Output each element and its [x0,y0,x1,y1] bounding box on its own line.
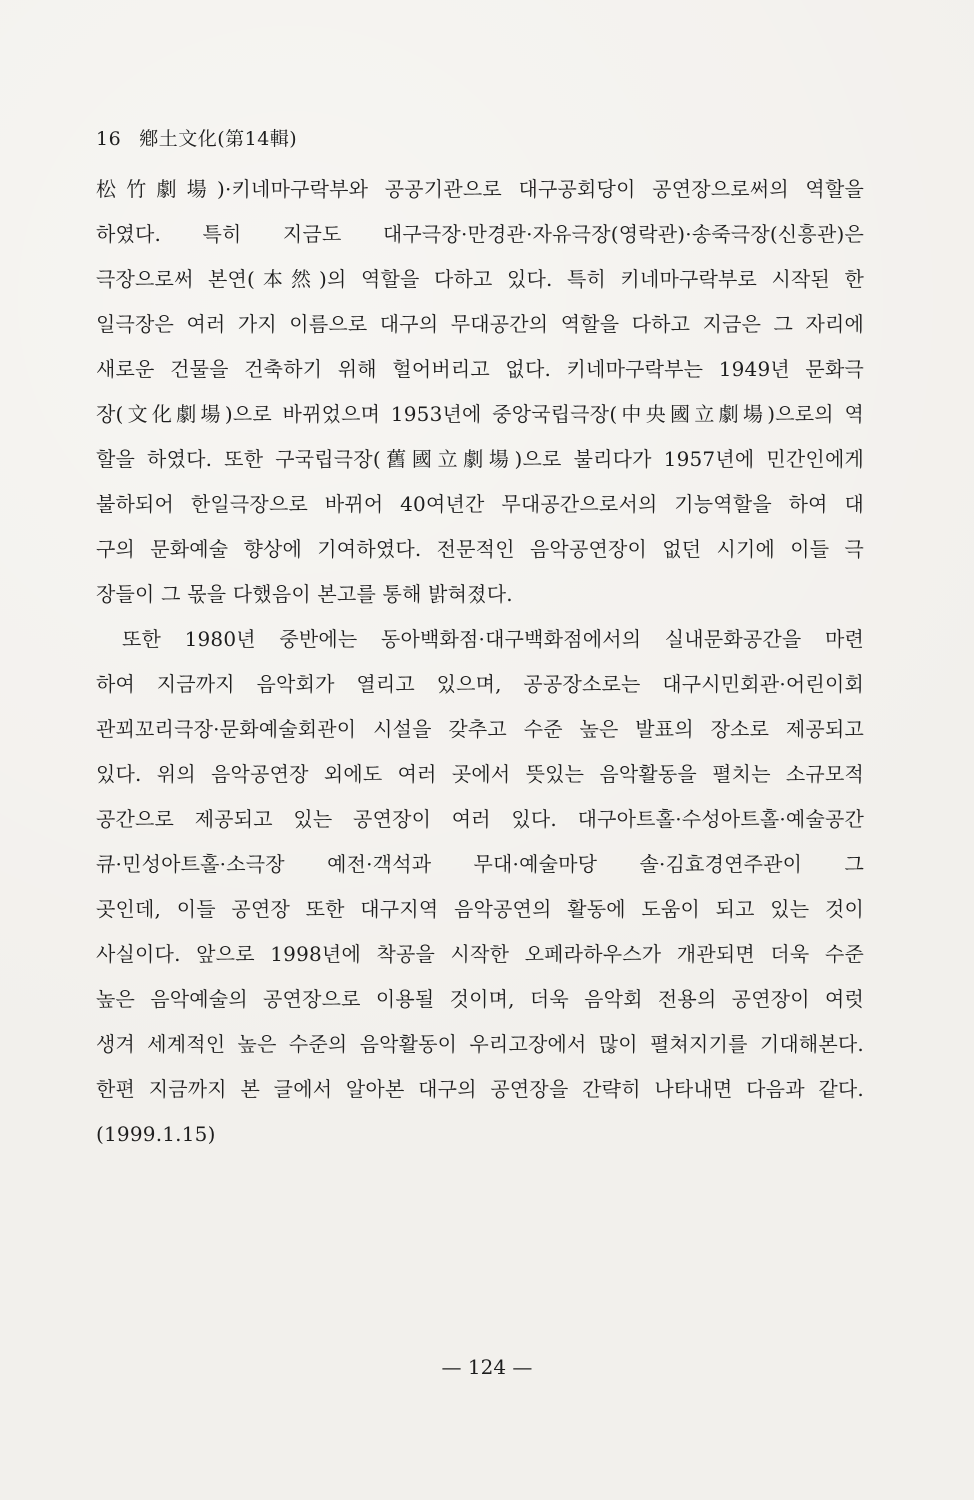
text-line: 큐·민성아트홀·소극장 예전·객석과 무대·예술마당 솔·김효경연주관이 그 [96,852,864,876]
text-line: 높은 음악예술의 공연장으로 이용될 것이며, 더욱 음악회 전용의 공연장이 여럿 [96,987,864,1011]
page-number: — 124 — [441,1355,533,1379]
text-line: 사실이다. 앞으로 1998년에 착공을 시작한 오페라하우스가 개관되면 더욱 수준 [96,942,864,966]
text-line: 있다. 위의 음악공연장 외에도 여러 곳에서 뜻있는 음악활동을 펼치는 소규모적 [96,762,864,786]
text-line: 松竹劇場)·키네마구락부와 공공기관으로 대구공회당이 공연장으로써의 역할을 [96,177,864,201]
text-line: 생겨 세계적인 높은 수준의 음악활동이 우리고장에서 많이 펼쳐지기를 기대해본다. [96,1032,864,1056]
text-line: 한편 지금까지 본 글에서 알아본 대구의 공연장을 간략히 나타내면 다음과 같다. [96,1077,864,1101]
text-line: 하였다. 특히 지금도 대구극장·만경관·자유극장(영락관)·송죽극장(신흥관)은 [96,222,864,246]
text-line: 불하되어 한일극장으로 바뀌어 40여년간 무대공간으로서의 기능역할을 하여 대 [96,492,864,516]
journal-title: 鄕土文化(第14輯) [139,128,298,150]
date-line: (1999.1.15) [96,1122,216,1146]
text-line: 곳인데, 이들 공연장 또한 대구지역 음악공연의 활동에 도움이 되고 있는 것이 [96,897,864,921]
text-line: 구의 문화예술 향상에 기여하였다. 전문적인 음악공연장이 없던 시기에 이들 극 [96,537,864,561]
text-line: 하여 지금까지 음악회가 열리고 있으며, 공공장소로는 대구시민회관·어린이회 [96,672,864,696]
running-header [96,124,297,151]
text-line: 장(文化劇場)으로 바뀌었으며 1953년에 중앙국립극장(中央國立劇場)으로의 역 [96,402,864,426]
text-line: 장들이 그 몫을 다했음이 본고를 통해 밝혀졌다. [96,582,513,606]
text-line: 공간으로 제공되고 있는 공연장이 여러 있다. 대구아트홀·수성아트홀·예술공간 [96,807,864,831]
text-line-indented: 또한 1980년 중반에는 동아백화점·대구백화점에서의 실내문화공간을 마련 [122,627,864,651]
text-line: 극장으로써 본연(本然)의 역할을 다하고 있다. 특히 키네마구락부로 시작된 한 [96,267,864,291]
text-line: 일극장은 여러 가지 이름으로 대구의 무대공간의 역할을 다하고 지금은 그 자리에 [96,312,864,336]
text-line: 관꾀꼬리극장·문화예술회관이 시설을 갖추고 수준 높은 발표의 장소로 제공되고 [96,717,864,741]
text-line: 할을 하였다. 또한 구국립극장(舊國立劇場)으로 불리다가 1957년에 민간인에게 [96,447,864,471]
header-page-number: 16 [96,128,122,150]
text-line: 새로운 건물을 건축하기 위해 헐어버리고 없다. 키네마구락부는 1949년 문화극 [96,357,864,381]
